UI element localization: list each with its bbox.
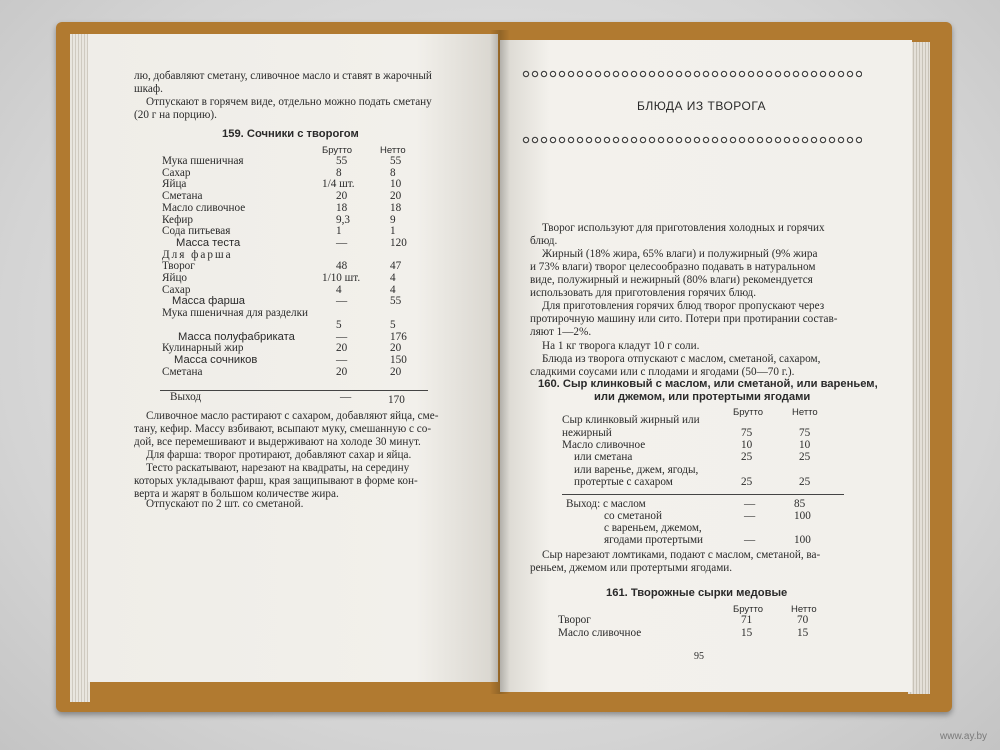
yield-label: ягодами протертыми: [604, 534, 704, 546]
intro-line: На 1 кг творога кладут 10 г соли.: [542, 340, 700, 352]
brutto-value: —: [744, 510, 756, 522]
method-line: Для фарша: творог протирают, добавляют сахар и яйца.: [146, 449, 412, 461]
netto-value: 25: [799, 451, 811, 463]
ingredient-name: Масса фарша: [172, 295, 246, 308]
ingredient-name: Мука пшеничная: [162, 155, 244, 167]
method-line: Тесто раскатывают, нарезают на квадраты, на середину: [146, 462, 410, 474]
ingredient-name: Кулинарный жир: [162, 342, 244, 355]
intro-line: Для приготовления горячих блюд творог пропускают через: [542, 300, 825, 312]
netto-value: 8: [390, 166, 396, 179]
netto-value: 120: [390, 236, 407, 249]
intro-line: блюд.: [530, 235, 558, 247]
brutto-value: 20: [336, 190, 348, 203]
intro-line: лю, добавляют сметану, сливочное масло и ставят в жарочный: [134, 70, 432, 82]
yield-label: с вареньем, джемом,: [604, 522, 702, 534]
netto-value: 25: [799, 476, 811, 488]
brutto-value: —: [336, 353, 348, 366]
netto-value: 75: [799, 427, 811, 439]
ornament-bottom: [522, 136, 862, 144]
intro-line: использовать для приготовления горячих блюд.: [530, 287, 757, 299]
brutto-value: —: [336, 330, 348, 343]
ingredient-name: Масса полуфабриката: [178, 330, 295, 343]
brutto-value: 1/10 шт.: [322, 272, 361, 284]
brutto-value: 8: [336, 166, 342, 179]
netto-value: 70: [797, 614, 809, 626]
intro-line: и 73% влаги) творог целесообразно подавать в натуральном: [530, 261, 816, 273]
netto-value: 100: [794, 510, 811, 522]
recipe-title: 159. Сочники с творогом: [222, 128, 359, 140]
intro-line: ляют 1—2%.: [530, 326, 592, 338]
intro-line: сладкими соусами или с плодами и ягодами (50—70 г.).: [530, 366, 795, 378]
netto-value: 85: [794, 498, 806, 510]
ingredient-name: Для фарша: [162, 248, 233, 261]
brutto-value: 18: [336, 201, 348, 214]
netto-value: 5: [390, 318, 396, 331]
yield-label: Выход: [170, 391, 202, 403]
brutto-value: 48: [336, 260, 348, 273]
netto-value: 20: [390, 190, 402, 203]
brutto-value: 55: [336, 155, 348, 167]
netto-value: 4: [390, 272, 396, 284]
brutto-value: —: [744, 534, 756, 546]
ingredient-name: Творог: [558, 614, 591, 626]
netto-value: 150: [390, 353, 407, 366]
netto-value: 55: [390, 295, 402, 308]
method-line: дой, все перемешивают и выдерживают на холоде 30 минут.: [134, 436, 421, 448]
netto-value: 10: [390, 178, 402, 191]
section-title: БЛЮДА ИЗ ТВОРОГА: [637, 99, 767, 113]
intro-line: Отпускают в горячем виде, отдельно можно подать сметану: [146, 96, 432, 108]
ingredient-name: Сахар: [162, 283, 191, 296]
brutto-value: 71: [741, 614, 753, 626]
intro-line: (20 г на порцию).: [134, 109, 217, 121]
ingredient-name: Масса сочников: [174, 353, 258, 366]
method-line: которых укладывают фарш, края защипывают в форме кон-: [134, 475, 418, 487]
netto-value: 10: [799, 439, 811, 451]
method-line: Сливочное масло растирают с сахаром, добавляют яйца, сме-: [146, 410, 439, 422]
brutto-value: 4: [336, 283, 342, 296]
watermark: www.ay.by: [940, 731, 988, 742]
method-line: верта и жарят в большом количестве жира.: [134, 488, 339, 500]
ingredient-name: Масса теста: [176, 236, 241, 249]
netto-value: 15: [797, 627, 809, 639]
brutto-value: 9,3: [336, 213, 350, 226]
brutto-value: —: [744, 498, 756, 510]
method-line: Отпускают по 2 шт. со сметаной.: [146, 498, 304, 510]
netto-value: 9: [390, 213, 396, 226]
ingredient-name: Масло сливочное: [558, 627, 642, 639]
ingredient-name: Творог: [162, 260, 195, 273]
ingredient-name: Сода питьевая: [162, 225, 231, 238]
col-netto-header: Нетто: [792, 407, 818, 418]
brutto-value: 20: [336, 365, 348, 378]
netto-value: 1: [390, 225, 396, 238]
method-line: реньем, джемом или протертыми ягодами.: [530, 562, 733, 574]
brutto-value: 1/4 шт.: [322, 178, 355, 191]
col-brutto-header: Брутто: [733, 407, 764, 418]
page-number: 95: [694, 651, 704, 662]
ingredient-name: Масло сливочное: [562, 439, 646, 451]
brutto-value: 75: [741, 427, 753, 439]
netto-value: 4: [390, 283, 396, 296]
ornament-top: [522, 70, 862, 78]
intro-line: Творог используют для приготовления холодных и горячих: [542, 222, 825, 234]
yield-label: Выход: с маслом: [566, 498, 646, 510]
ingredient-name: Кефир: [162, 213, 193, 226]
netto-value: 100: [794, 534, 811, 546]
netto-value: 47: [390, 260, 402, 273]
netto-value: 18: [390, 201, 402, 214]
netto-value: 55: [390, 155, 402, 167]
yield-netto: 170: [388, 394, 405, 406]
intro-line: виде, полужирный и нежирный (80% влаги) рекомендуется: [530, 274, 813, 286]
ingredient-name: Яйцо: [162, 272, 188, 284]
brutto-value: 5: [336, 318, 342, 331]
table-rule: [562, 494, 844, 495]
intro-line: протирочную машину или сито. Потери при протирании состав-: [530, 313, 838, 325]
col-brutto-header: Брутто: [322, 145, 353, 156]
brutto-value: 20: [336, 342, 348, 355]
yield-label: со сметаной: [604, 510, 662, 522]
ingredient-name: Мука пшеничная для разделки: [162, 307, 309, 320]
netto-value: 20: [390, 342, 402, 355]
brutto-value: 25: [741, 451, 753, 463]
ingredient-name: Сыр клинковый жирный или: [562, 414, 700, 426]
ingredient-name: Масло сливочное: [162, 201, 246, 214]
brutto-value: 1: [336, 225, 342, 238]
brutto-value: 15: [741, 627, 753, 639]
intro-line: шкаф.: [134, 83, 163, 95]
netto-value: 176: [390, 330, 407, 343]
method-line: тану, кефир. Массу взбивают, всыпают муку, смешанную с со-: [134, 423, 432, 435]
col-netto-header: Нетто: [380, 145, 406, 156]
intro-line: Блюда из творога отпускают с маслом, сметаной, сахаром,: [542, 353, 821, 365]
brutto-value: —: [336, 295, 348, 308]
recipe161-title: 161. Творожные сырки медовые: [606, 587, 788, 599]
book-gutter: [490, 30, 510, 694]
brutto-value: —: [336, 236, 348, 249]
recipe160-title: или джемом, или протертыми ягодами: [594, 391, 811, 403]
ingredient-name: протертые с сахаром: [574, 476, 673, 488]
intro-line: Жирный (18% жира, 65% влаги) и полужирный (9% жира: [542, 248, 818, 260]
col-brutto-header: Брутто: [733, 604, 764, 615]
ingredient-name: или сметана: [574, 451, 633, 463]
method-line: Сыр нарезают ломтиками, подают с маслом, сметаной, ва-: [542, 549, 821, 561]
yield-brutto: —: [340, 391, 352, 403]
col-netto-header: Нетто: [791, 604, 817, 615]
netto-value: 20: [390, 365, 402, 378]
ingredient-name: Сметана: [162, 365, 203, 378]
ingredient-name: Сметана: [162, 190, 203, 203]
ingredient-name: нежирный: [562, 427, 612, 439]
ingredient-name: Сахар: [162, 166, 191, 179]
left-page-edges: [70, 34, 90, 702]
brutto-value: 10: [741, 439, 753, 451]
brutto-value: 25: [741, 476, 753, 488]
ingredient-name: или варенье, джем, ягоды,: [574, 464, 699, 476]
recipe160-title: 160. Сыр клинковый с маслом, или сметаной, или вареньем,: [538, 378, 878, 390]
ingredient-name: Яйца: [162, 178, 187, 191]
